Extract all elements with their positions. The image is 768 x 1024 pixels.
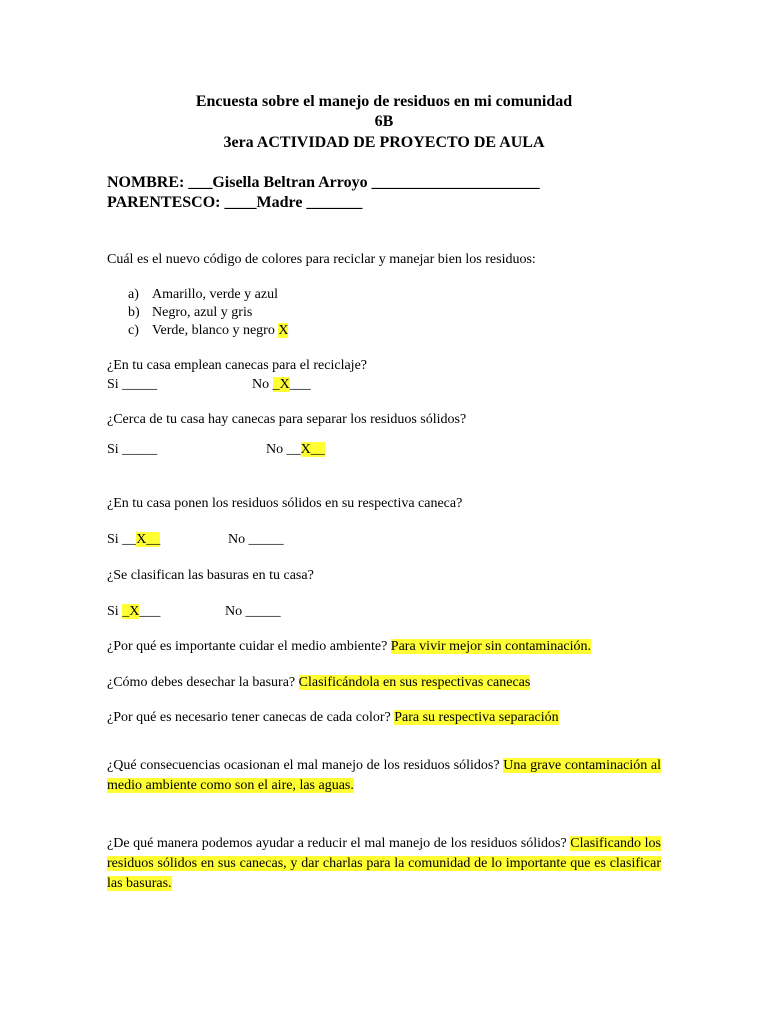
q9 [107,756,661,796]
q1-question: Cuál es el nuevo código de colores para reciclar y manejar bien los residuos: [107,252,536,267]
q3-question: ¿Cerca de tu casa hay canecas para separar los residuos sólidos? [107,412,467,427]
q3-si: Si _____ [107,442,158,457]
q10 [107,834,661,894]
q4-no: No _____ [228,532,284,547]
q1-option-c-mark: X [278,323,289,338]
q8-question: ¿Por qué es necesario tener canecas de cada color? [107,710,395,725]
q4-question: ¿En tu casa ponen los residuos sólidos en su respectiva caneca? [107,496,463,511]
q5-si-answer: _X [122,604,140,619]
grade-label: 6B [374,113,394,130]
q7-answer: Clasificándola en sus respectivas canecas [298,675,531,690]
q1-option-a [152,287,278,303]
q4-si-answer: X__ [136,532,161,547]
q1-option-a-letter: a) [128,287,139,302]
q10-question: ¿De qué manera podemos ayudar a reducir el mal manejo de los residuos sólidos? [107,836,571,851]
q2-no-tail: ___ [289,377,311,392]
q7-question: ¿Cómo debes desechar la basura? [107,675,299,690]
q9-question: ¿Qué consecuencias ocasionan el mal manejo de los residuos sólidos? [107,758,504,773]
q8 [107,710,559,726]
q1-option-b-text: Negro, azul y gris [152,305,253,320]
q9-answer: Una grave contaminación al medio ambiente como son el aire, las aguas. [107,758,661,793]
q1-option-b-letter: b) [128,305,140,320]
q5-si [107,604,160,620]
q2-no [252,377,311,393]
name-value: ___Gisella Beltran Arroyo _____________________ [188,174,540,191]
relation-value: ____Madre _______ [224,194,363,211]
q1-option-a-text: Amarillo, verde y azul [152,287,278,302]
q3-no [266,442,325,458]
q5-no: No _____ [225,604,281,619]
q2-no-answer: _X [272,377,290,392]
relation-label: PARENTESCO: [107,194,225,211]
q2-no-label: No [252,377,273,392]
activity-title: 3era ACTIVIDAD DE PROYECTO DE AULA [223,134,545,151]
name-line [107,174,540,192]
q6-answer: Para vivir mejor sin contaminación. [390,639,592,654]
q6 [107,639,591,655]
q8-answer: Para su respectiva separación [394,710,559,725]
q1-option-b [152,305,252,321]
q10-answer: Clasificando los residuos sólidos en sus canecas, y dar charlas para la comunidad de lo importante que es clasificar las basuras. [107,836,661,891]
q4-si [107,532,160,548]
q5-question: ¿Se clasifican las basuras en tu casa? [107,568,314,583]
q1-option-c-letter: c) [128,323,139,338]
name-label: NOMBRE: [107,174,189,191]
relation-line [107,194,362,212]
q1-option-c-text: Verde, blanco y negro [152,323,279,338]
q5-si-label: Si [107,604,123,619]
q3-no-label: No __ [266,442,301,457]
q1-option-c [152,323,288,339]
q6-question: ¿Por qué es importante cuidar el medio ambiente? [107,639,391,654]
q2-si: Si _____ [107,377,158,392]
survey-title: Encuesta sobre el manejo de residuos en mi comunidad [195,93,573,110]
q3-no-answer: X__ [300,442,325,457]
q7 [107,675,530,691]
q4-si-label: Si __ [107,532,137,547]
q5-si-tail: ___ [139,604,161,619]
q2-question: ¿En tu casa emplean canecas para el reciclaje? [107,358,367,373]
